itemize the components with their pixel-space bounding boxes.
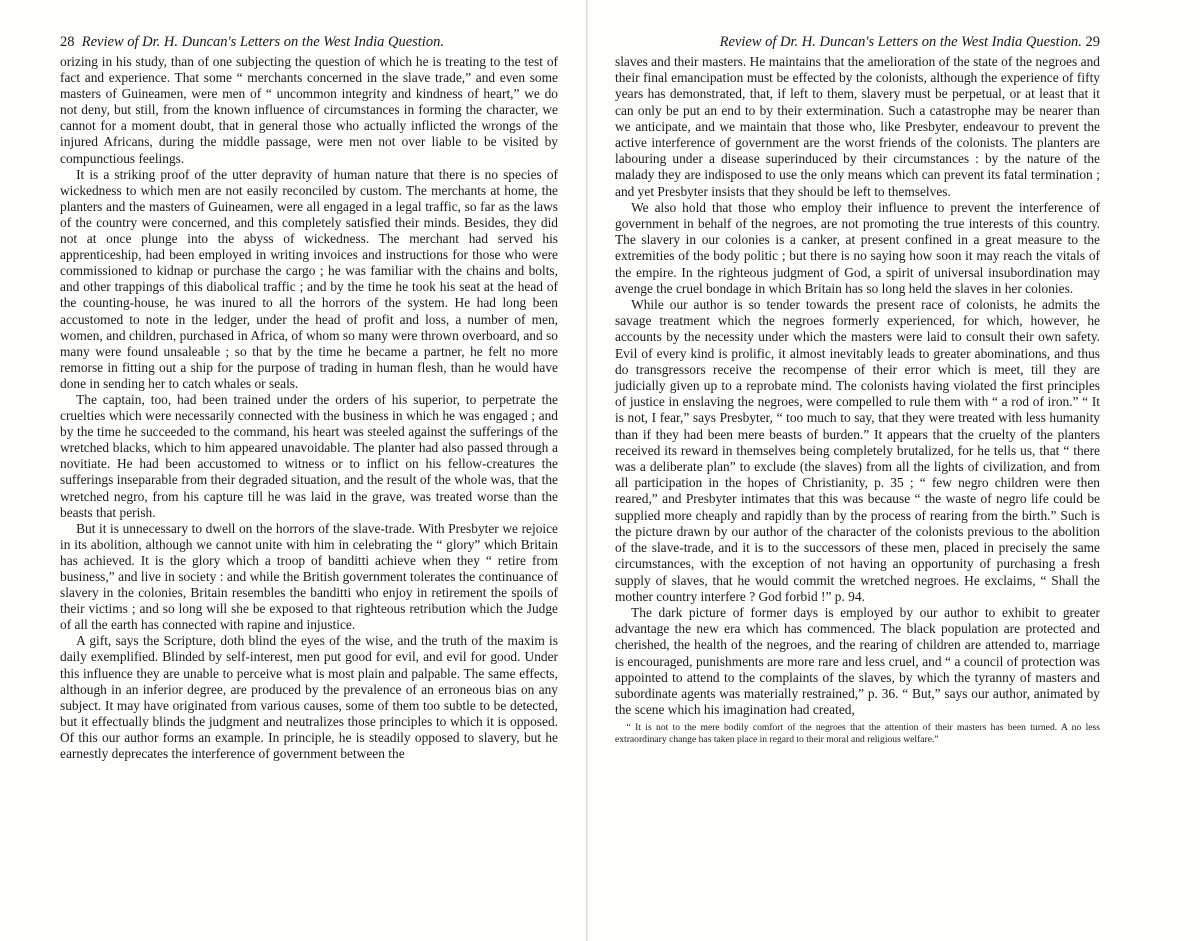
- left-page-body: [60, 54, 558, 762]
- right-page: [615, 34, 1100, 746]
- right-paragraph: The dark picture of former days is employed by our author to exhibit to greater advantage the new era which has commenced. The black population are protected and cherished, the health of the negroes, and the rearing of children are attended to, marriage is encouraged, punishments are more rare and less cruel, and “ a council of protection was appointed to attend to the complaints of the slaves, by which the tyranny of masters and subordinate agents was materially restrained,” p. 36. “ But,” says our author, animated by the scene which his imagination had created,: [615, 604, 1100, 718]
- footnote: “ It is not to the mere bodily comfort of the negroes that the attention of their masters has been turned. A no less extraordinary change has taken place in regard to their moral and religious welfare.”: [615, 722, 1100, 746]
- left-page-number: 28: [60, 34, 75, 50]
- left-page: [60, 34, 558, 762]
- right-paragraph: While our author is so tender towards the present race of colonists, he admits the savage treatment which the negroes formerly experienced, for which, however, he accounts by the necessity under which the masters were laid to consult their own safety. Evil of every kind is prolific, it almost inevitably leads to greater abominations, and thus do transgressors receive the recompense of their error which is meet, till they are judicially given up to a reprobate mind. The colonists having violated the first principles of justice in enslaving the negroes, were compelled to rule them with “ a rod of iron.” “ It is not, I fear,” says Presbyter, “ too much to say, that they were treated with less humanity than if they had been mere beasts of burden.” It appears that the cruelty of the planters received its reward in themselves being completely brutalized, for he tells us, that “ there was a deliberate plan” to exclude (the slaves) from all the lights of civilization, and from all participation in the hopes of Christianity, p. 35 ; “ few negro children were then reared,” and Presbyter intimates that this was because “ the waste of negro life could be supplied more cheaply and rapidly than by the process of rearing from the birth.” Such is the picture drawn by our author of the character of the colonists previous to the abolition of the slave-trade, and it is to the successors of these men, placed in precisely the same circumstances, with the exception of not having an opportunity of purchasing a fresh supply of slaves, that he would commit the wretched negroes. He exclaims, “ Shall the mother country interfere ? God forbid !” p. 94.: [615, 297, 1100, 604]
- left-paragraph: But it is unnecessary to dwell on the horrors of the slave-trade. With Presbyter we rejoice in its abolition, although we cannot unite with him in celebrating the “ glory” which Britain has achieved. It is the glory which a troop of banditti achieve when they “ retire from business,” and live in society : and while the British government tolerates the continuance of slavery in the colonies, Britain resembles the banditti who enjoy in retirement the spoils of their victims ; and so long will she be exposed to that righteous retribution which the Judge of all the earth has connected with rapine and injustice.: [60, 520, 558, 633]
- right-page-header: [615, 34, 1100, 51]
- left-paragraph: The captain, too, had been trained under the orders of his superior, to perpetrate the cruelties which were necessarily connected with the business in which he was engaged ; and by the time he succeeded to the command, his heart was steeled against the sufferings of the wretched blacks, which to him appeared unavoidable. The planter had also passed through a novitiate. He had been accustomed to witness or to inflict on his fellow-creatures the sufferings inseparable from their degraded situation, and the result of the whole was, that the wretched negro, from his capture till he was laid in the grave, was treated worse than the beasts that perish.: [60, 391, 558, 520]
- right-paragraph: slaves and their masters. He maintains that the amelioration of the state of the negroes and their final emancipation must be effected by the colonists, although the experience of fifty years has demonstrated, that, if left to them, slavery must be perpetual, or at least that it can only be put an end to by their extermination. Such a catastrophe may be nearer than we anticipate, and we maintain that those who, like Presbyter, endeavour to prevent the active interference of government are the worst friends of the colonists. The planters are labouring under a disease superinduced by their circumstances : by the nature of the malady they are indisposed to use the only means which can prevent its fatal termination ; and yet Presbyter insists that they should be left to themselves.: [615, 54, 1100, 199]
- right-header-line: [720, 34, 1100, 51]
- book-gutter: [586, 0, 588, 941]
- left-header-line: [60, 34, 444, 51]
- right-running-head: Review of Dr. H. Duncan's Letters on the West India Question.: [719, 34, 1082, 50]
- right-paragraph: We also hold that those who employ their influence to prevent the interference of government in behalf of the negroes, are not promoting the true interests of this country. The slavery in our colonies is a canker, at present confined in a great measure to the extremities of the body politic ; but there is no saying how soon it may reach the vitals of the empire. In the righteous judgment of God, a spirit of universal insubordination may avenge the cruel bondage in which Britain has so long held the slaves in her colonies.: [615, 199, 1100, 296]
- left-running-head: Review of Dr. H. Duncan's Letters on the West India Question.: [81, 34, 444, 50]
- left-page-header: [60, 34, 558, 51]
- right-page-number: 29: [1085, 34, 1100, 50]
- right-page-body: [615, 54, 1100, 746]
- left-paragraph: A gift, says the Scripture, doth blind the eyes of the wise, and the truth of the maxim is daily exemplified. Blinded by self-interest, men put good for evil, and evil for good. Under this influence they are unable to perceive what is most plain and palpable. The same effects, although in an inferior degree, are produced by the prevalence of an erroneous bias on any subject. It may have originated from various causes, some of them too subtle to be detected, but it effectually blinds the judgment and neutralizes those principles to which it is opposed. Of this our author forms an example. In principle, he is steadily opposed to slavery, but he earnestly deprecates the interference of government between the: [60, 633, 558, 762]
- left-paragraph: It is a striking proof of the utter depravity of human nature that there is no species of wickedness to which men are not easily reconciled by custom. The merchants at home, the planters and the masters of Guineamen, were all engaged in a legal traffic, so far as the laws of the country were concerned, and this completely satisfied their minds. Besides, they did not at once plunge into the abyss of wickedness. The merchant had served his apprenticeship, had been employed in writing invoices and instructions for those who were commissioned to kidnap or purchase the cargo ; he was familiar with the chains and bolts, and other trappings of this diabolical traffic ; and by the time he took his seat at the head of the counting-house, he was inured to all the horrors of the system. He had long been accustomed to note in the ledger, under the head of profit and loss, a number of men, women, and children, purchased in Africa, of whom so many were thrown overboard, and so many were found unsaleable ; so that by the time he became a partner, he felt no more remorse in fitting out a ship for the purpose of trading in human flesh, than he would have done in sending her to catch whales or seals.: [60, 166, 558, 391]
- left-paragraph: orizing in his study, than of one subjecting the question of which he is treating to the test of fact and experience. That some “ merchants concerned in the slave trade,” and even some masters of Guineamen, were men of “ uncommon integrity and kindness of heart,” we do not deny, but still, from the known influence of circumstances in forming the character, we cannot for a moment doubt, that in general those who actually inflicted the wrongs of the injured Africans, during the middle passage, were men not over liable to be visited by compunctious feelings.: [60, 54, 558, 166]
